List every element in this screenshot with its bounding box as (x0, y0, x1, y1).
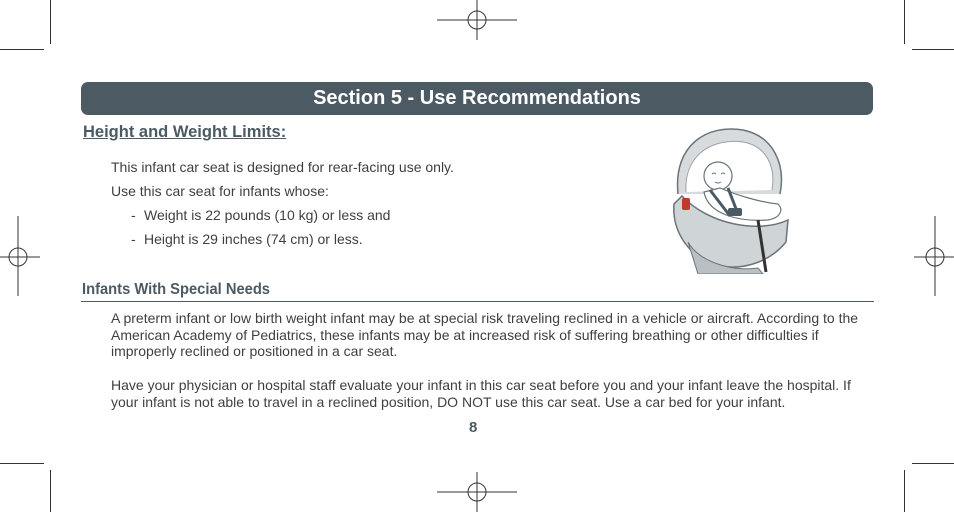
crop-mark (50, 470, 51, 512)
section-title-banner (81, 82, 873, 115)
crop-mark (912, 49, 954, 50)
weight-limit-text: Weight is 22 pounds (10 kg) or less and (144, 207, 391, 223)
registration-mark-icon (437, 472, 517, 512)
registration-mark-icon (437, 0, 517, 40)
section-divider (81, 301, 874, 302)
registration-mark-icon (0, 216, 40, 296)
physician-evaluation-paragraph: Have your physician or hospital staff evaluate your infant in this car seat before you and your infant leave the hospital. If your infant is not able to travel in a reclined position, DO NOT use this car seat. Use a car bed for your infant. (111, 377, 851, 410)
crop-mark (904, 0, 905, 44)
infants-whose-text: Use this car seat for infants whose: (111, 183, 329, 199)
rear-facing-text: This infant car seat is designed for rear-facing use only. (111, 159, 454, 175)
crop-mark (0, 463, 44, 464)
crop-mark (50, 0, 51, 44)
section-title: Section 5 - Use Recommendations (313, 87, 641, 109)
crop-mark (0, 49, 44, 50)
bullet-dash: - (131, 207, 136, 223)
height-weight-heading: Height and Weight Limits: (83, 123, 287, 141)
registration-mark-icon (914, 216, 954, 296)
bullet-dash: - (131, 231, 136, 247)
crop-mark (904, 470, 905, 512)
crop-mark (912, 463, 954, 464)
height-limit-text: Height is 29 inches (74 cm) or less. (144, 231, 363, 247)
special-needs-heading: Infants With Special Needs (82, 281, 270, 298)
preterm-infant-paragraph: A preterm infant or low birth weight infant may be at special risk traveling reclined in a vehicle or aircraft. According to the American Academy of Pediatrics, these infants may be at increased risk of suffering breathing or other difficulties if improperly reclined or positioned in a car seat. (111, 310, 859, 359)
infant-car-seat-illustration (668, 124, 792, 274)
page-number: 8 (469, 419, 478, 436)
